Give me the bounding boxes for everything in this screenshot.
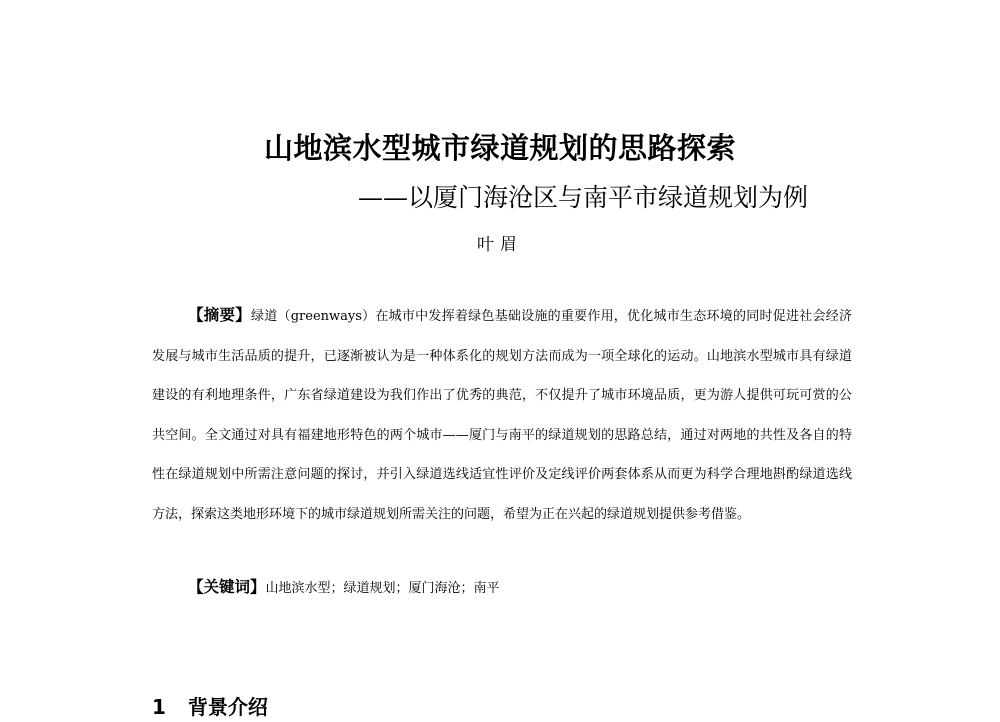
abstract-text: 绿道（greenways）在城市中发挥着绿色基础设施的重要作用，优化城市生态环境的同时促进社会经济发展与城市生活品质的提升，已逐渐被认为是一种体系化的规划方法而成为一项全球化的运动。山地滨水型城市具有绿道建设的有利地理条件，广东省绿道建设为我们作出了优秀的典范，不仅提升了城市环境品质，更为游人提供可玩可赏的公共空间。全文通过对具有福建地形特色的两个城市——厦门与南平的绿道规划的思路总结，通过对两地的共性及各自的特性在绿道规划中所需注意问题的探讨，并引入绿道选线适宜性评价及定线评价两套体系从而更为科学合理地斟酌绿道选线方法，探索这类地形环境下的城市绿道规划所需关注的问题，希望为正在兴起的绿道规划提供参考借鉴。	[152, 309, 852, 522]
section-heading	[152, 692, 268, 722]
paper-author: 叶眉	[477, 235, 523, 255]
paper-subtitle: ——以厦门海沧区与南平市绿道规划为例	[358, 183, 809, 212]
section-number: 1	[152, 695, 166, 719]
abstract-paragraph	[152, 296, 852, 534]
abstract-label: 【摘要】	[188, 306, 251, 324]
keywords-line	[188, 572, 500, 604]
keywords-label: 【关键词】	[188, 578, 266, 596]
keywords-text: 山地滨水型；绿道规划；厦门海沧；南平	[265, 581, 500, 596]
paper-title: 山地滨水型城市绿道规划的思路探索	[263, 131, 736, 165]
section-title: 背景介绍	[187, 695, 268, 719]
